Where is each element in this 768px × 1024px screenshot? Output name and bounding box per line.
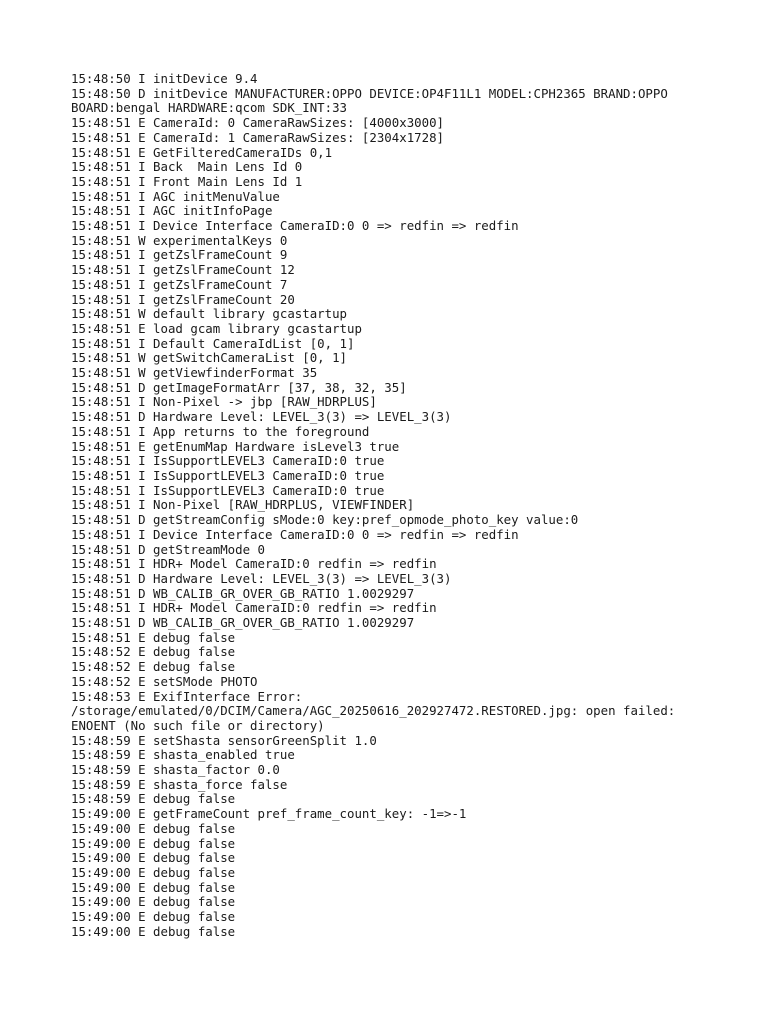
- log-line: 15:49:00 E debug false: [71, 894, 236, 910]
- log-line: 15:48:51 D getStreamConfig sMode:0 key:pref_opmode_photo_key value:0: [71, 512, 579, 528]
- log-line: 15:49:00 E debug false: [71, 923, 236, 939]
- log-line: 15:48:51 E getEnumMap Hardware isLevel3 true: [71, 438, 400, 454]
- log-line: 15:49:00 E debug false: [71, 909, 236, 925]
- log-line: 15:48:51 I getZslFrameCount 12: [71, 262, 295, 278]
- log-line: 15:48:51 I getZslFrameCount 20: [71, 291, 295, 307]
- log-line: 15:48:51 W default library gcastartup: [71, 306, 348, 322]
- log-line: 15:49:00 E debug false: [71, 879, 236, 895]
- log-line: 15:48:51 I HDR+ Model CameraID:0 redfin => redfin: [71, 600, 437, 616]
- log-line: 15:48:51 E load gcam library gcastartup: [71, 320, 362, 336]
- log-line: 15:48:51 D Hardware Level: LEVEL_3(3) => LEVEL_3(3): [71, 409, 452, 425]
- log-line: 15:48:52 E setSMode PHOTO: [71, 673, 258, 689]
- log-line: 15:48:52 E debug false: [71, 644, 236, 660]
- log-line: 15:48:51 E CameraId: 0 CameraRawSizes: [4000x3000]: [71, 115, 444, 131]
- log-line: 15:48:51 I Device Interface CameraID:0 0 => redfin => redfin: [71, 218, 519, 234]
- log-line: 15:48:51 W getViewfinderFormat 35: [71, 365, 318, 381]
- log-line: 15:48:51 D getImageFormatArr [37, 38, 32, 35]: [71, 379, 407, 395]
- log-line: 15:48:51 I AGC initInfoPage: [71, 203, 273, 219]
- log-line: 15:48:51 E debug false: [71, 629, 236, 645]
- log-line: 15:48:51 I IsSupportLEVEL3 CameraID:0 true: [71, 453, 385, 469]
- log-line: 15:48:51 D WB_CALIB_GR_OVER_GB_RATIO 1.0029297: [71, 615, 415, 631]
- log-line: 15:48:51 I IsSupportLEVEL3 CameraID:0 true: [71, 482, 385, 498]
- log-line: 15:48:51 I Front Main Lens Id 1: [71, 173, 303, 189]
- log-line: 15:48:51 I App returns to the foreground: [71, 423, 370, 439]
- log-line: 15:48:59 E setShasta sensorGreenSplit 1.0: [71, 732, 377, 748]
- log-line: 15:48:51 I HDR+ Model CameraID:0 redfin => redfin: [71, 556, 437, 572]
- log-line: 15:48:51 I getZslFrameCount 7: [71, 276, 288, 292]
- log-line: 15:48:51 I Default CameraIdList [0, 1]: [71, 335, 355, 351]
- log-line: 15:48:50 I initDevice 9.4: [71, 71, 258, 86]
- log-line: 15:48:51 I IsSupportLEVEL3 CameraID:0 true: [71, 467, 385, 483]
- log-line: 15:48:51 W getSwitchCameraList [0, 1]: [71, 350, 348, 366]
- log-line: 15:48:51 W experimentalKeys 0: [71, 232, 288, 248]
- log-line: 15:48:51 I Device Interface CameraID:0 0 => redfin => redfin: [71, 526, 519, 542]
- log-line: 15:48:51 I Non-Pixel -> jbp [RAW_HDRPLUS]: [71, 394, 377, 410]
- log-line: 15:48:59 E debug false: [71, 791, 236, 807]
- log-line: 15:48:52 E debug false: [71, 659, 236, 675]
- log-line: 15:49:00 E debug false: [71, 820, 236, 836]
- log-line: 15:48:51 E CameraId: 1 CameraRawSizes: [2304x1728]: [71, 129, 444, 145]
- log-line: 15:48:50 D initDevice MANUFACTURER:OPPO DEVICE:OP4F11L1 MODEL:CPH2365 BRAND:OPPO: [71, 85, 668, 101]
- log-line: 15:48:51 D Hardware Level: LEVEL_3(3) => LEVEL_3(3): [71, 570, 452, 586]
- log-line: 15:48:59 E shasta_enabled true: [71, 747, 295, 763]
- log-line: ENOENT (No such file or directory): [71, 717, 325, 733]
- log-line: 15:48:51 I AGC initMenuValue: [71, 188, 280, 204]
- log-line: 15:48:51 I Back Main Lens Id 0: [71, 159, 303, 175]
- log-line: 15:49:00 E getFrameCount pref_frame_count_key: -1=>-1: [71, 806, 467, 822]
- log-line: 15:48:51 D WB_CALIB_GR_OVER_GB_RATIO 1.0029297: [71, 585, 415, 601]
- log-line: 15:48:51 I getZslFrameCount 9: [71, 247, 288, 263]
- log-line: 15:49:00 E debug false: [71, 864, 236, 880]
- log-line: 15:48:59 E shasta_factor 0.0: [71, 762, 280, 778]
- log-line: 15:48:59 E shasta_force false: [71, 776, 288, 792]
- log-line: 15:48:51 E GetFilteredCameraIDs 0,1: [71, 144, 333, 160]
- log-line: 15:48:53 E ExifInterface Error:: [71, 688, 303, 704]
- log-line: 15:48:51 I Non-Pixel [RAW_HDRPLUS, VIEWFINDER]: [71, 497, 415, 513]
- log-line: BOARD:bengal HARDWARE:qcom SDK_INT:33: [71, 100, 348, 116]
- log-line: /storage/emulated/0/DCIM/Camera/AGC_20250616_202927472.RESTORED.jpg: open failed:: [71, 703, 676, 719]
- log-line: 15:49:00 E debug false: [71, 835, 236, 851]
- log-line: 15:49:00 E debug false: [71, 850, 236, 866]
- log-text-block: [71, 72, 711, 939]
- log-line: 15:48:51 D getStreamMode 0: [71, 541, 265, 557]
